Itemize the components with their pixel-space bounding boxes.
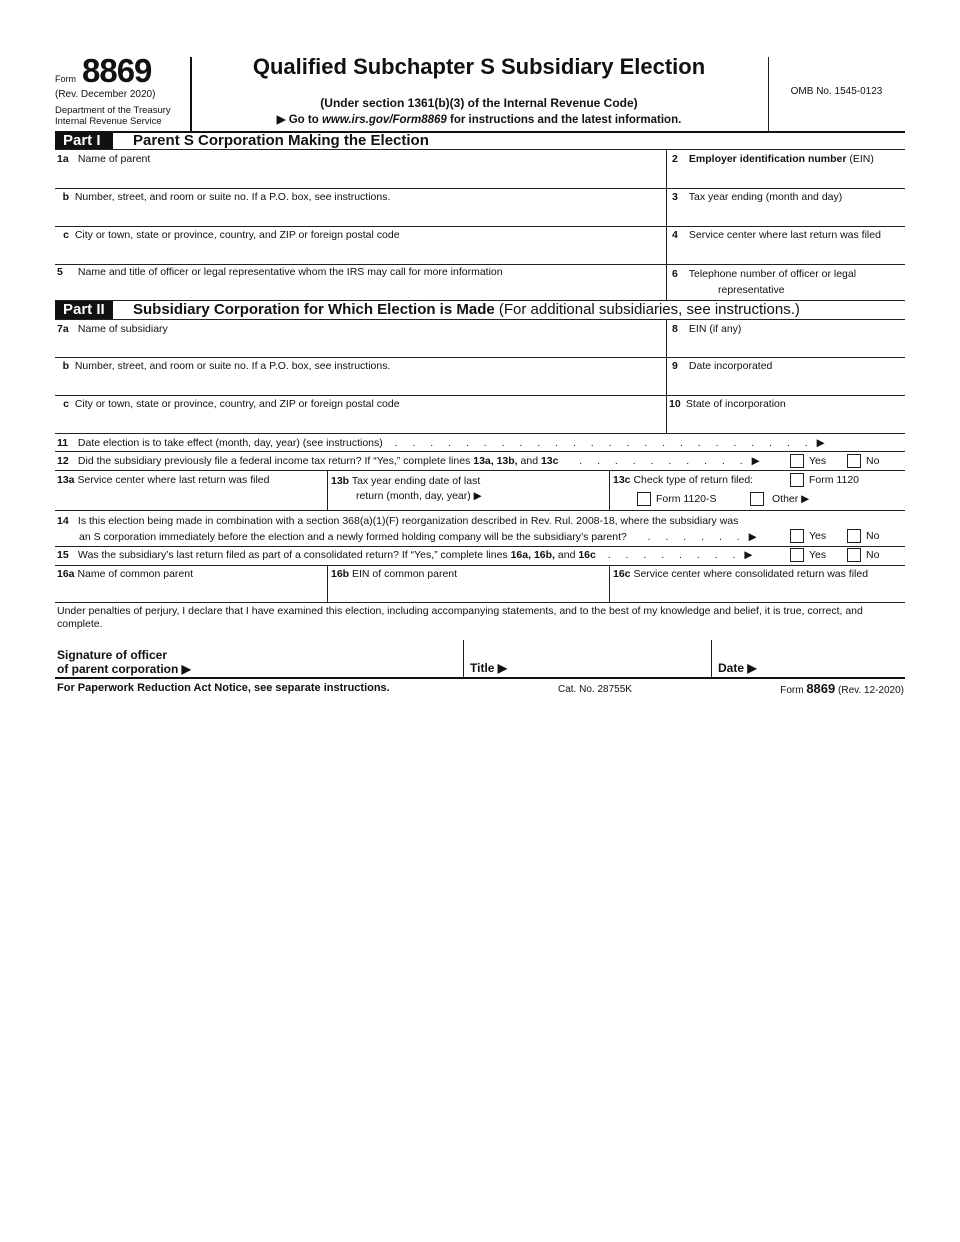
line-number: 8 (672, 323, 678, 335)
title-label: Title ▶ (470, 661, 508, 675)
line-number: b (62, 191, 69, 203)
field-label: Name and title of officer or legal representative whom the IRS may call for more information (77, 266, 503, 278)
field-label: EIN (if any) (688, 323, 742, 335)
paperwork-notice: For Paperwork Reduction Act Notice, see separate instructions. (57, 682, 390, 694)
footer-form-id (780, 681, 904, 696)
line-number: 7a (57, 323, 69, 335)
form-id-block (55, 52, 190, 127)
line-number: 16c (613, 568, 631, 580)
field-5-officer-name[interactable] (57, 266, 503, 278)
option-label: Other ▶ (772, 492, 810, 505)
part2-label: Part II (55, 301, 113, 319)
field-label: Is this election being made in combination with a section 368(a)(1)(F) reorganization described in Rev. Rul. 2008-18, where the subsidiary was (77, 515, 739, 527)
field-3-tax-year-ending[interactable] (672, 191, 842, 203)
footer-rev: (Rev. 12-2020) (835, 685, 904, 696)
form-number: 8869 (82, 52, 152, 89)
form-title: Qualified Subchapter S Subsidiary Election (252, 54, 706, 79)
part1-label: Part I (55, 132, 113, 149)
footer-form-label: Form (780, 685, 807, 696)
option-label: Form 1120 (809, 473, 859, 486)
field-label-cont: an S corporation immediately before the election and a newly formed holding company will be the subsidiary’s parent? (79, 531, 627, 543)
field-16a-common-parent[interactable] (57, 568, 193, 580)
field-7b-street[interactable] (57, 360, 390, 372)
field-label: Telephone number of officer or legal (688, 268, 857, 280)
line-number: 13c (613, 474, 631, 486)
field-label: Was the subsidiary’s last return filed as part of a consolidated return? If “Yes,” complete lines (77, 549, 511, 561)
irs-link[interactable]: www.irs.gov/Form8869 (321, 114, 447, 126)
line-number: 11 (57, 437, 69, 449)
title-field[interactable] (470, 661, 705, 675)
field-label: Service center where last return was filed (688, 229, 881, 241)
form-subtitle: (Under section 1361(b)(3) of the Internal Revenue Code) (320, 96, 638, 110)
part1-title: Parent S Corporation Making the Election (133, 132, 429, 149)
field-label: Date incorporated (688, 360, 773, 372)
line-number: 10 (669, 398, 681, 410)
line-number: c (63, 398, 69, 410)
line-number: 9 (672, 360, 678, 372)
penalties-statement: Under penalties of perjury, I declare that I have examined this election, including accompanying statements, and to the best of my knowledge and belief, it is true, correct, and complete. (57, 605, 863, 630)
line-number: 3 (672, 191, 678, 203)
field-label-bold: 16c (578, 549, 596, 561)
line-number: 13a (57, 474, 75, 486)
omb-number: OMB No. 1545-0123 (790, 86, 883, 97)
line-14-yes-checkbox[interactable] (790, 529, 826, 543)
footer-form-number: 8869 (806, 681, 836, 696)
signature-label-cont: of parent corporation ▶ (57, 662, 191, 676)
field-16c-consolidated-service-center[interactable] (613, 568, 868, 580)
line-number: 12 (57, 455, 69, 467)
line-number: 14 (57, 515, 69, 527)
part2-title: Subsidiary Corporation for Which Election is Made (133, 301, 495, 318)
field-10-state[interactable] (669, 398, 786, 410)
option-label: Form 1120-S (656, 492, 717, 505)
line-number: 1a (57, 153, 69, 165)
field-label: Name of common parent (77, 568, 194, 580)
line-number: 4 (672, 229, 678, 241)
yes-label: Yes (809, 529, 827, 542)
line-12-no-checkbox[interactable] (847, 454, 879, 468)
no-label: No (866, 548, 880, 561)
service: Internal Revenue Service (55, 116, 162, 127)
field-label: City or town, state or province, country, and ZIP or foreign postal code (74, 229, 400, 241)
department: Department of the Treasury (55, 105, 171, 116)
field-label: State of incorporation (685, 398, 786, 410)
field-label-bold: 13a, 13b, (473, 455, 518, 467)
line-number: 13b (331, 475, 350, 487)
field-16b-common-parent-ein[interactable] (331, 568, 457, 580)
goto-suffix: for instructions and the latest information. (446, 114, 682, 126)
line-15-consolidated-return: 15 Was the subsidiary’s last return filed as part of a consolidated return? If “Yes,” complete lines 16a, 16b, and 16c . . . . . . . . ▶ (57, 549, 753, 561)
field-13a-service-center[interactable] (57, 474, 269, 486)
line-number: 16a (57, 568, 75, 580)
line-number: 2 (672, 153, 678, 165)
line-12-prior-return: 12 Did the subsidiary previously file a federal income tax return? If “Yes,” complete lines 13a, 13b, and 13c . . . . . . . . . . ▶ (57, 455, 760, 467)
field-label: Did the subsidiary previously file a federal income tax return? If “Yes,” complete lines (77, 455, 474, 467)
other-checkbox[interactable] (750, 492, 809, 506)
field-2-ein[interactable] (672, 153, 874, 165)
field-8-ein[interactable] (672, 323, 741, 335)
field-label-cont: representative (718, 284, 785, 296)
signature-label: Signature of officer (57, 648, 168, 662)
field-label-bold: 13c (540, 455, 559, 467)
line-12-yes-checkbox[interactable] (790, 454, 826, 468)
field-label: Date election is to take effect (month, day, year) (see instructions) (77, 437, 383, 449)
line-15-yes-checkbox[interactable] (790, 548, 826, 562)
field-13b-tax-year-ending[interactable] (331, 474, 482, 504)
field-label: Number, street, and room or suite no. If a P.O. box, see instructions. (74, 191, 391, 203)
field-label: City or town, state or province, country, and ZIP or foreign postal code (74, 398, 400, 410)
date-label: Date ▶ (718, 661, 757, 675)
field-label-and: and (517, 455, 541, 467)
revision: (Rev. December 2020) (55, 89, 156, 100)
line-14-reorganization: 14 Is this election being made in combination with a section 368(a)(1)(F) reorganization described in Rev. Rul. 2008-18, where the subsidiary was an S corporation immediately before the election and a newly formed holding company will be the subsidiary’s parent? . . . . . . ▶ (57, 515, 757, 543)
field-label: Service center where consolidated return was filed (633, 568, 869, 580)
field-label: Name of subsidiary (77, 323, 168, 335)
line-number: c (63, 229, 69, 241)
part1-header (55, 132, 905, 149)
yes-label: Yes (809, 548, 827, 561)
field-7c-city[interactable] (57, 398, 400, 410)
field-1b-street[interactable] (57, 191, 390, 203)
field-4-service-center[interactable] (672, 229, 881, 241)
line-11-effective-date[interactable]: 11 Date election is to take effect (month, day, year) (see instructions) . . . . . . . . . . . . . . . . . . . . . . . . ▶ (57, 437, 825, 449)
part2-title-note: (For additional subsidiaries, see instructions.) (494, 301, 800, 318)
field-label: Employer identification number (688, 153, 847, 165)
form-1120s-checkbox[interactable] (637, 492, 717, 506)
line-number: b (62, 360, 69, 372)
field-label: EIN of common parent (352, 568, 458, 580)
field-label-suffix: (EIN) (846, 153, 874, 165)
date-field[interactable] (718, 661, 903, 675)
field-1c-city[interactable] (57, 229, 400, 241)
line-14-no-checkbox[interactable] (847, 529, 879, 543)
no-label: No (866, 529, 880, 542)
field-13c-return-type (613, 474, 753, 486)
field-label-bold: 16a, 16b, (510, 549, 555, 561)
field-7a-subsidiary-name[interactable] (57, 323, 168, 335)
signature-field[interactable] (57, 648, 457, 676)
field-label: Service center where last return was filed (77, 474, 270, 486)
line-number: 16b (331, 568, 350, 580)
field-6-telephone[interactable] (672, 266, 856, 298)
line-number: 5 (57, 266, 63, 278)
field-9-date-incorporated[interactable] (672, 360, 772, 372)
no-label: No (866, 454, 880, 467)
field-label: Tax year ending date of last (351, 475, 481, 487)
field-label: Check type of return filed: (633, 474, 754, 486)
field-label-cont: return (month, day, year) ▶ (356, 490, 482, 502)
form-1120-checkbox[interactable] (790, 473, 859, 487)
form-label: Form (55, 74, 76, 84)
yes-label: Yes (809, 454, 827, 467)
line-number: 15 (57, 549, 69, 561)
field-label: Name of parent (77, 153, 151, 165)
field-label-and: and (554, 549, 579, 561)
field-label: Number, street, and room or suite no. If a P.O. box, see instructions. (74, 360, 391, 372)
field-1a-name-of-parent[interactable] (57, 153, 150, 165)
goto-instructions (190, 112, 768, 126)
part2-header (55, 301, 905, 319)
cat-number: Cat. No. 28755K (558, 684, 632, 695)
line-15-no-checkbox[interactable] (847, 548, 879, 562)
line-number: 6 (672, 268, 678, 280)
field-label: Tax year ending (month and day) (688, 191, 843, 203)
goto-prefix: ▶ Go to (276, 114, 322, 126)
